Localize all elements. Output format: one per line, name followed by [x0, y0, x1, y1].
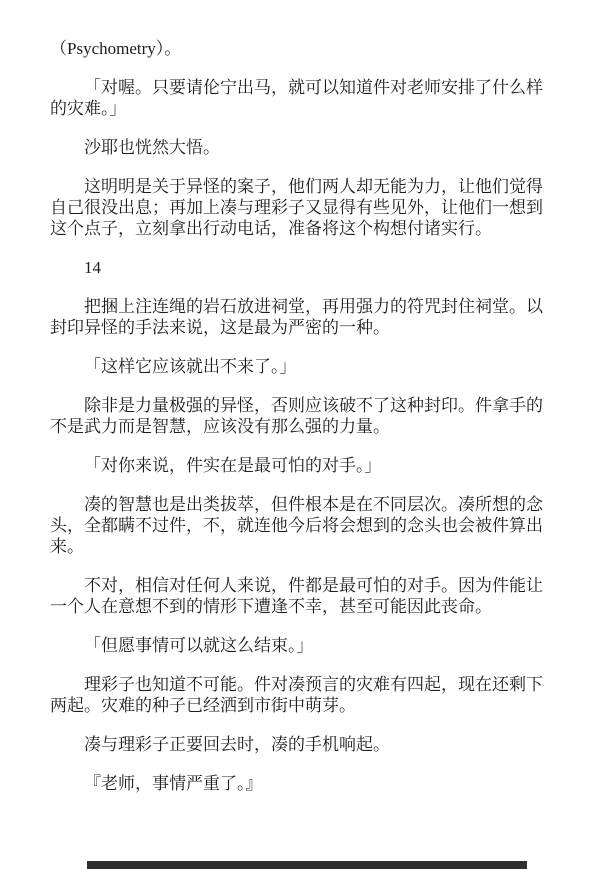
paragraph: （Psychometry）。 [50, 39, 182, 58]
paragraph: 沙耶也恍然大悟。 [84, 138, 220, 157]
horizontal-scrollbar-thumb[interactable] [87, 861, 527, 869]
paragraph: 把捆上注连绳的岩石放进祠堂，再用强力的符咒封住祠堂。以封印异怪的手法来说，这是最为严密的一种。 [50, 297, 543, 337]
paragraph: 『老师，事情严重了。』 [84, 774, 263, 793]
paragraph: 理彩子也知道不可能。件对凑预言的灾难有四起，现在还剩下两起。灾难的种子已经洒到市街中萌芽。 [50, 675, 543, 715]
paragraph: 「但愿事情可以就这么结束。」 [84, 636, 314, 655]
paragraph: 不对，相信对任何人来说，件都是最可怕的对手。因为件能让一个人在意想不到的情形下遭逢不幸，甚至可能因此丧命。 [50, 576, 543, 616]
paragraph: 「这样它应该就出不来了。」 [84, 357, 297, 376]
paragraph: 「对你来说，件实在是最可怕的对手。」 [84, 456, 382, 475]
paragraph: 凑的智慧也是出类拔萃，但件根本是在不同层次。凑所想的念头，全都瞒不过件，不，就连他今后将会想到的念头也会被件算出来。 [50, 495, 543, 556]
section-number: 14 [84, 258, 101, 277]
paragraph: 「对喔。只要请伦宁出马，就可以知道件对老师安排了什么样的灾难。」 [50, 78, 543, 118]
paragraph: 除非是力量极强的异怪，否则应该破不了这种封印。件拿手的不是武力而是智慧，应该没有那么强的力量。 [50, 396, 543, 436]
paragraph: 这明明是关于异怪的案子，他们两人却无能为力，让他们觉得自己很没出息；再加上凑与理彩子又显得有些见外，让他们一想到这个点子，立刻拿出行动电话，准备将这个构想付诸实行。 [50, 177, 543, 238]
paragraph: 凑与理彩子正要回去时，凑的手机响起。 [84, 735, 390, 754]
